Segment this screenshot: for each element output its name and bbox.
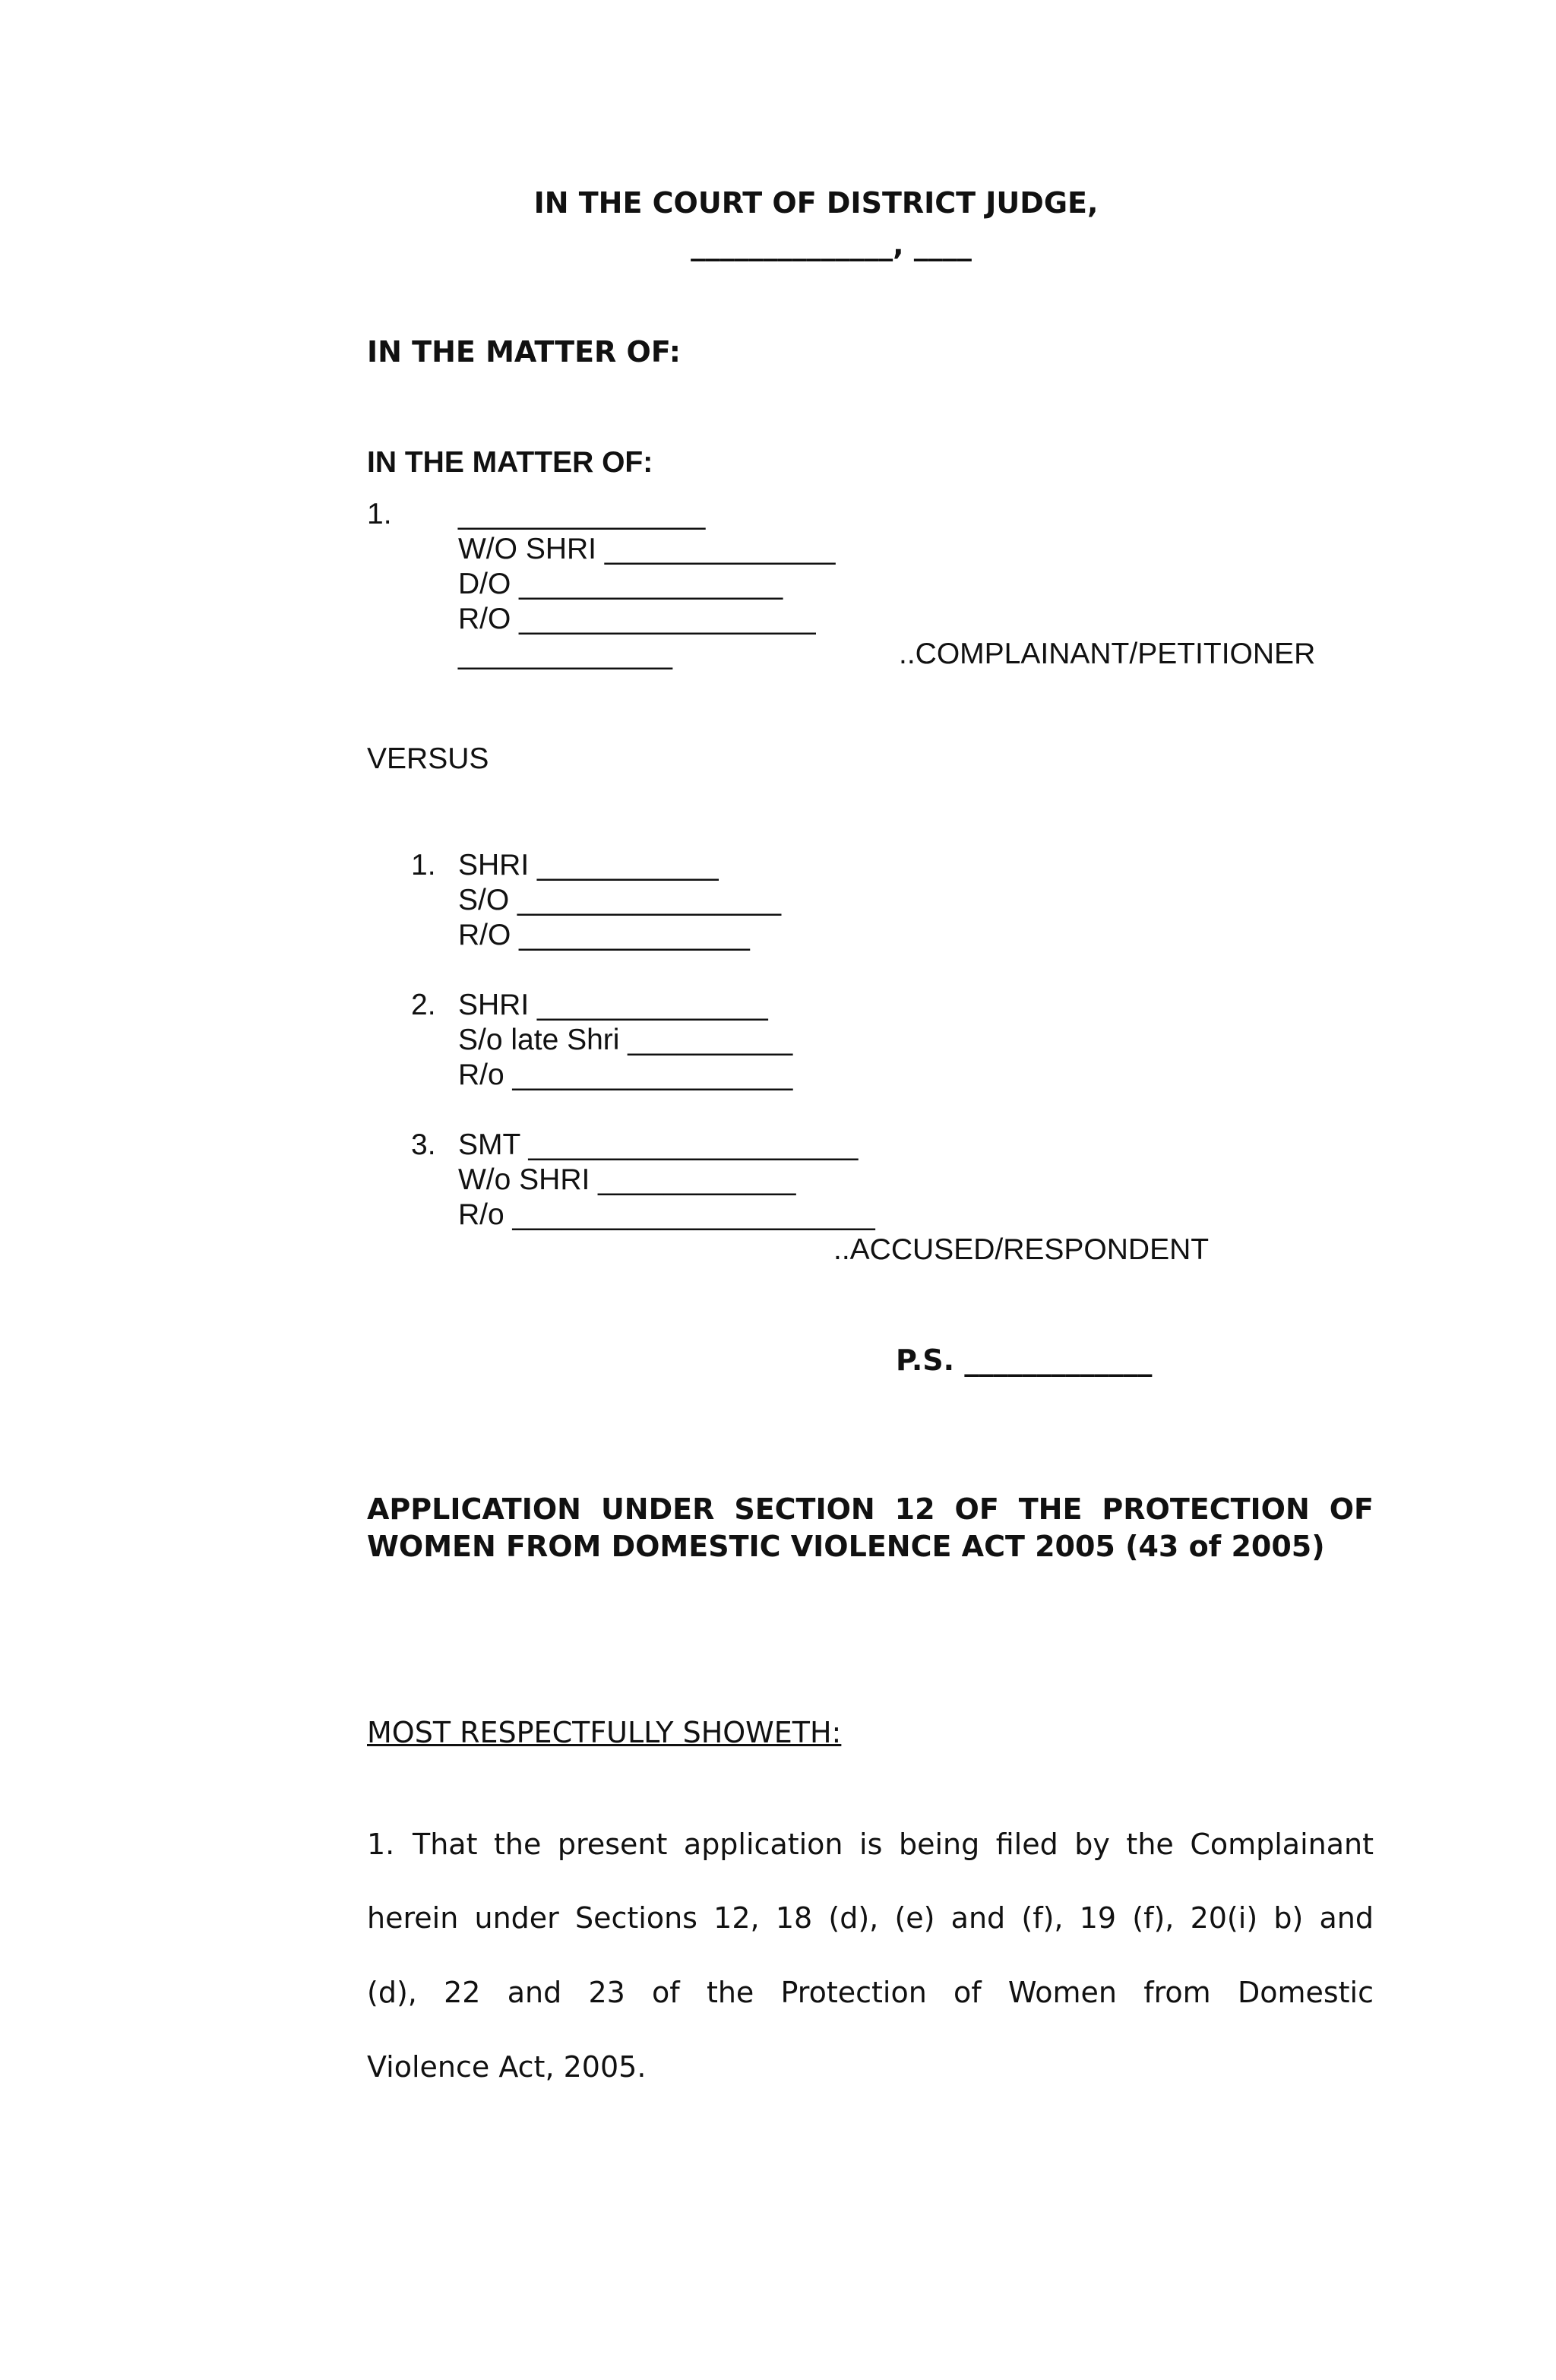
paragraph-line: That the present application is being filed by the Complainant [413,1828,1374,1861]
paragraph-line: (d), 22 and 23 of the Protection of Women from Domestic [367,1976,1374,2009]
respondent-parent-line: W/o SHRI ____________ [458,1163,796,1196]
complainant-number: 1. [367,498,392,530]
respondent-parent-line: S/O ________________ [458,884,782,916]
respondent-name-line: SMT ____________________ [458,1128,859,1161]
complainant-name-blank: _______________ [458,498,706,530]
police-station-line: P.S. _____________ [896,1343,1153,1377]
paragraph-number: 1. [367,1828,395,1861]
complainant-address-blank: _____________ [458,638,672,670]
application-title: APPLICATION UNDER SECTION 12 OF THE PROTECTION OF WOMEN FROM DOMESTIC VIOLENCE ACT 2005 (43 of 2005) [367,1492,1374,1563]
respondent-number: 3. [411,1128,436,1161]
paragraph-line: herein under Sections 12, 18 (d), (e) and (f), 19 (f), 20(i) b) and [367,1901,1374,1935]
complainant-role: ..COMPLAINANT/PETITIONER [899,638,1316,670]
complainant-resident-of: R/O __________________ [458,603,816,635]
respondent-residence-line: R/o _________________ [458,1059,793,1091]
showeth-heading: MOST RESPECTFULLY SHOWETH: [367,1716,842,1749]
paragraph-line: Violence Act, 2005. [367,2050,647,2084]
respondent-name-line: SHRI ______________ [458,989,768,1021]
court-place-line: ______________, ____ [691,228,972,261]
respondent-residence-line: R/O ______________ [458,919,750,951]
respondent-parent-line: S/o late Shri __________ [458,1024,793,1056]
respondent-role: ..ACCUSED/RESPONDENT [833,1233,1210,1266]
complainant-daughter-of: D/O ________________ [458,568,783,600]
respondent-number: 1. [411,849,436,881]
respondent-number: 2. [411,989,436,1021]
respondent-residence-line: R/o ______________________ [458,1198,875,1231]
matter-heading-bold: IN THE MATTER OF: [367,335,681,369]
court-title: IN THE COURT OF DISTRICT JUDGE, [533,186,1099,220]
matter-heading-plain: IN THE MATTER OF: [367,446,653,479]
respondent-name-line: SHRI ___________ [458,849,719,881]
versus-label: VERSUS [367,742,489,775]
complainant-wife-of: W/O SHRI ______________ [458,533,836,565]
